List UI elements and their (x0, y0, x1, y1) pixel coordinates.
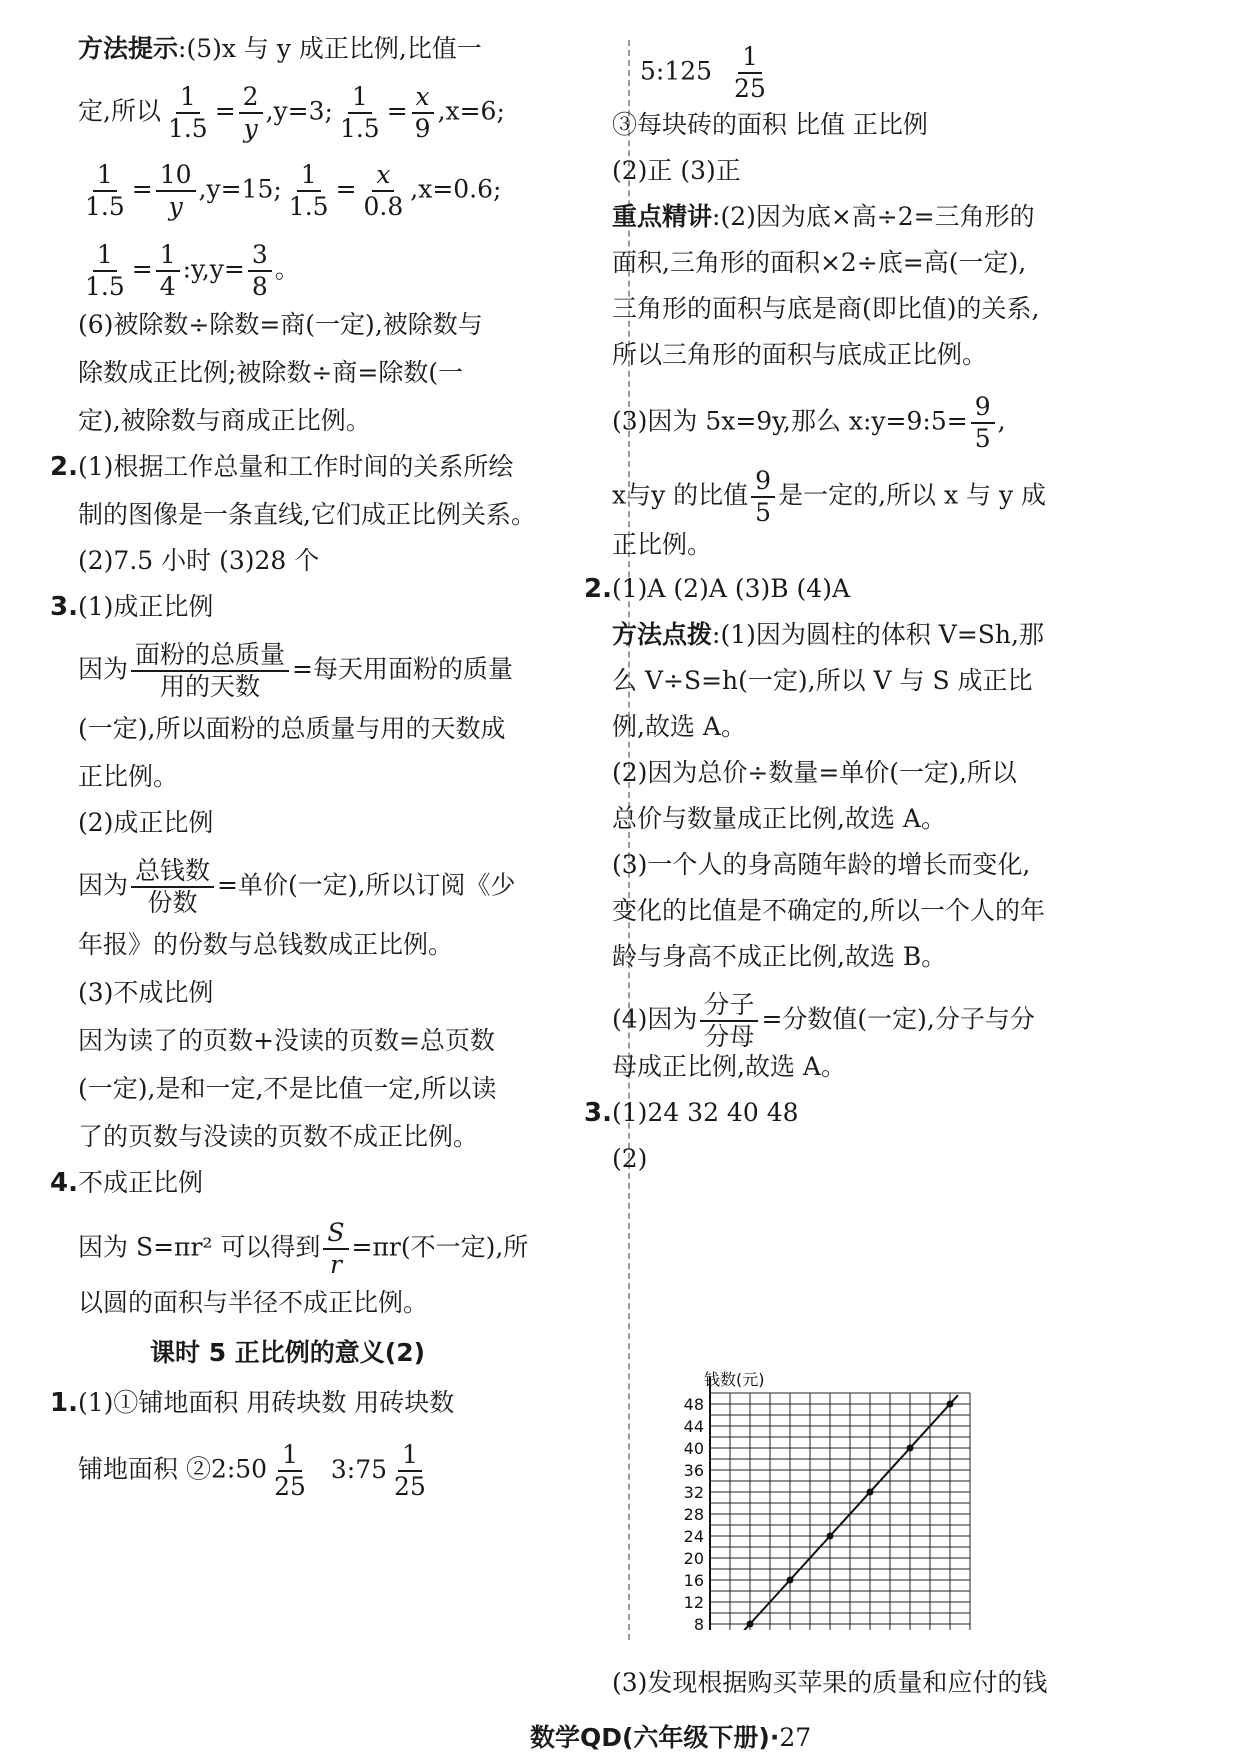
text: (3)因为 5x=9y,那么 x:y=9:5= (612, 406, 968, 436)
fraction (285, 160, 333, 222)
fraction (156, 240, 180, 302)
text: 。 (274, 254, 300, 284)
denominator: 25 (734, 74, 766, 103)
question-number: 2. (50, 452, 78, 482)
paragraph-line: 龄与身高不成正比例,故选 B。 (612, 942, 947, 971)
lesson-title: 课时 5 正比例的意义(2) (150, 1338, 426, 1367)
text: 定,所以 (78, 96, 161, 126)
text: = (214, 96, 236, 126)
paragraph-line: 例,故选 A。 (612, 712, 746, 741)
y-tick-label: 36 (683, 1461, 704, 1480)
numerator: 1 (738, 42, 762, 74)
fraction (156, 160, 196, 222)
numerator: 1 (156, 240, 180, 272)
text: ,y=15; (198, 174, 282, 204)
paragraph-line: 面积,三角形的面积×2÷底=高(一定), (612, 248, 1027, 277)
paragraph-line: (2)因为总价÷数量=单价(一定),所以 (612, 758, 1017, 787)
text: =πr(不一定),所 (351, 1232, 529, 1262)
denominator: 份数 (147, 888, 198, 917)
fraction-line (612, 466, 1046, 528)
text: 因为 (78, 654, 129, 684)
paragraph-line: 所以三角形的面积与底成正比例。 (612, 340, 988, 369)
data-point (947, 1401, 954, 1408)
fraction (730, 42, 770, 104)
y-tick-label: 24 (683, 1527, 704, 1546)
denominator: 25 (394, 1472, 426, 1501)
numerator: x (372, 160, 394, 192)
fraction (239, 82, 263, 144)
equation-line-2 (78, 160, 501, 222)
text: 5:125 (640, 56, 713, 86)
y-tick-label: 16 (683, 1571, 704, 1590)
y-tick-label: 44 (683, 1417, 704, 1436)
paragraph-line: (3)发现根据购买苹果的质量和应付的钱 (612, 1668, 1048, 1697)
numerator: 分子 (700, 990, 758, 1022)
fraction (700, 990, 758, 1052)
denominator: y (243, 114, 258, 143)
fraction (751, 466, 775, 528)
numerator: 1 (297, 160, 321, 192)
paragraph-line: 正比例。 (78, 762, 179, 791)
numerator: x (412, 82, 434, 114)
y-tick-label: 40 (683, 1439, 704, 1458)
paragraph-line: 制的图像是一条直线,它们成正比例关系。 (78, 500, 536, 529)
chart-svg (680, 1270, 1240, 1630)
numerator: 1 (93, 240, 117, 272)
footer-text: 数学QD(六年级下册)· (530, 1723, 780, 1752)
text: x与y 的比值 (612, 480, 749, 510)
page-number: 27 (779, 1723, 812, 1752)
paragraph-line: (2)成正比例 (78, 808, 214, 837)
text: = (131, 254, 153, 284)
paragraph-line: (1)24 32 40 48 (612, 1098, 799, 1127)
paragraph-line: (一定),所以面粉的总质量与用的天数成 (78, 714, 506, 743)
numerator: 1 (348, 82, 372, 114)
numerator: 2 (239, 82, 263, 114)
text: :(2)因为底×高÷2=三角形的 (712, 202, 1035, 231)
numerator: 1 (93, 160, 117, 192)
fraction-line (78, 1440, 433, 1502)
chart-label: (2) (612, 1144, 648, 1173)
text: 因为 (78, 870, 129, 900)
fraction-line (78, 640, 513, 702)
fraction-line (640, 42, 773, 104)
denominator: 8 (251, 272, 268, 301)
denominator: 分母 (704, 1022, 755, 1051)
numerator: 9 (751, 466, 775, 498)
numerator: 总钱数 (131, 856, 214, 888)
question-number: 3. (50, 592, 78, 622)
equation-line-1 (78, 82, 505, 144)
fraction (323, 1218, 348, 1280)
equation-line-3 (78, 240, 300, 302)
fraction (336, 82, 384, 144)
fraction (360, 160, 408, 222)
text: :y,y= (182, 254, 245, 284)
text: (4)因为 (612, 1004, 698, 1034)
denominator: 1.5 (85, 272, 125, 301)
denominator: 25 (274, 1472, 306, 1501)
paragraph-line: 定),被除数与商成正比例。 (78, 406, 371, 435)
numerator: S (323, 1218, 348, 1250)
question-number: 1. (50, 1388, 78, 1418)
page-footer (530, 1718, 811, 1754)
question-number: 2. (584, 574, 612, 604)
data-point (867, 1489, 874, 1496)
text: = (335, 174, 357, 204)
paragraph-line: 正比例。 (612, 530, 713, 559)
y-tick-label: 8 (693, 1615, 704, 1630)
text: :(5)x 与 y 成正比例,比值一 (178, 34, 482, 63)
paragraph-line: (1)A (2)A (3)B (4)A (612, 574, 851, 603)
method-label: 方法点拨 (612, 620, 713, 649)
data-line (710, 1395, 958, 1630)
data-point (747, 1621, 754, 1628)
y-tick-label: 28 (683, 1505, 704, 1524)
paragraph-line: 了的页数与没读的页数不成正比例。 (78, 1122, 479, 1151)
fraction (81, 240, 129, 302)
data-point (827, 1533, 834, 1540)
paragraph-line: 年报》的份数与总钱数成正比例。 (78, 930, 454, 959)
paragraph-line: (1)成正比例 (78, 592, 214, 621)
fraction (164, 82, 212, 144)
text: =单价(一定),所以订阅《少 (217, 870, 516, 900)
paragraph-line: (3)不成比例 (78, 978, 214, 1007)
paragraph-line: 总价与数量成正比例,故选 A。 (612, 804, 946, 833)
numerator: 面粉的总质量 (131, 640, 289, 672)
paragraph-line: 除数成正比例;被除数÷商=除数(一 (78, 358, 464, 387)
paragraph-line: 母成正比例,故选 A。 (612, 1052, 846, 1081)
text: 3:75 (330, 1454, 388, 1484)
numerator: 1 (278, 1440, 302, 1472)
y-tick-label: 20 (683, 1549, 704, 1568)
paragraph-line: (6)被除数÷除数=商(一定),被除数与 (78, 310, 483, 339)
fraction (131, 640, 289, 702)
numerator: 1 (176, 82, 200, 114)
paragraph-line: ③每块砖的面积 比值 正比例 (612, 110, 928, 139)
method-tip-line (78, 32, 482, 66)
text: :(1)因为圆柱的体积 V=Sh,那 (712, 620, 1044, 649)
denominator: 5 (755, 498, 772, 527)
fraction (971, 392, 995, 454)
paragraph-line: 不成正比例 (78, 1168, 204, 1197)
numerator: 1 (398, 1440, 422, 1472)
denominator: r (329, 1250, 342, 1279)
text: =分数值(一定),分子与分 (761, 1004, 1035, 1034)
text: ,x=6; (437, 96, 505, 126)
paragraph-line: 么 V÷S=h(一定),所以 V 与 S 成正比 (612, 666, 1033, 695)
y-tick-label: 32 (683, 1483, 704, 1502)
fraction (248, 240, 272, 302)
text: = (131, 174, 153, 204)
fraction (390, 1440, 430, 1502)
paragraph-line: (一定),是和一定,不是比值一定,所以读 (78, 1074, 497, 1103)
fraction-line (78, 1218, 528, 1280)
paragraph-line: 三角形的面积与底是商(即比值)的关系, (612, 294, 1040, 323)
paragraph-line: (1)①铺地面积 用砖块数 用砖块数 (78, 1388, 455, 1417)
fraction (81, 160, 129, 222)
text: ,x=0.6; (410, 174, 502, 204)
text: =每天用面粉的质量 (292, 654, 513, 684)
question-number: 3. (584, 1098, 612, 1128)
y-tick-label: 12 (683, 1593, 704, 1612)
data-point (907, 1445, 914, 1452)
text: = (386, 96, 408, 126)
paragraph-line: (1)根据工作总量和工作时间的关系所绘 (78, 452, 514, 481)
denominator: 1.5 (85, 192, 125, 221)
method-line (612, 618, 1044, 652)
paragraph-line: (2)7.5 小时 (3)28 个 (78, 546, 320, 575)
denominator: 1.5 (339, 114, 380, 143)
denominator: y (168, 192, 183, 221)
denominator: 用的天数 (160, 672, 261, 701)
fraction (270, 1440, 310, 1502)
key-point-label: 重点精讲 (612, 202, 713, 231)
numerator: 10 (156, 160, 196, 192)
data-point (787, 1577, 794, 1584)
denominator: 9 (414, 114, 431, 143)
denominator: 5 (974, 424, 991, 453)
column-divider (628, 40, 630, 1640)
text: , (997, 406, 1006, 436)
y-axis-label: 钱数(元) (704, 1369, 765, 1389)
paragraph-line: 变化的比值是不确定的,所以一个人的年 (612, 896, 1045, 925)
fraction (131, 856, 214, 918)
numerator: 9 (971, 392, 995, 424)
key-point-line (612, 200, 1035, 234)
fraction-line (612, 990, 1035, 1052)
text: 是一定的,所以 x 与 y 成 (778, 480, 1047, 510)
text: 铺地面积 ②2:50 (78, 1454, 268, 1484)
denominator: 0.8 (363, 192, 404, 221)
y-tick-label: 48 (683, 1395, 704, 1414)
proportion-chart (680, 1270, 1240, 1630)
paragraph-line: (3)一个人的身高随年龄的增长而变化, (612, 850, 1031, 879)
question-number: 4. (50, 1168, 78, 1198)
method-tip-label: 方法提示 (78, 34, 179, 63)
fraction-line (78, 856, 515, 918)
denominator: 1.5 (288, 192, 329, 221)
fraction (411, 82, 435, 144)
text: 因为 S=πr² 可以得到 (78, 1232, 321, 1262)
denominator: 1.5 (167, 114, 208, 143)
paragraph-line: (2)正 (3)正 (612, 156, 741, 185)
text: ,y=3; (265, 96, 333, 126)
paragraph-line: 因为读了的页数+没读的页数=总页数 (78, 1026, 495, 1055)
denominator: 4 (159, 272, 176, 301)
numerator: 3 (248, 240, 272, 272)
fraction-line (612, 392, 1006, 454)
paragraph-line: 以圆的面积与半径不成正比例。 (78, 1288, 429, 1317)
